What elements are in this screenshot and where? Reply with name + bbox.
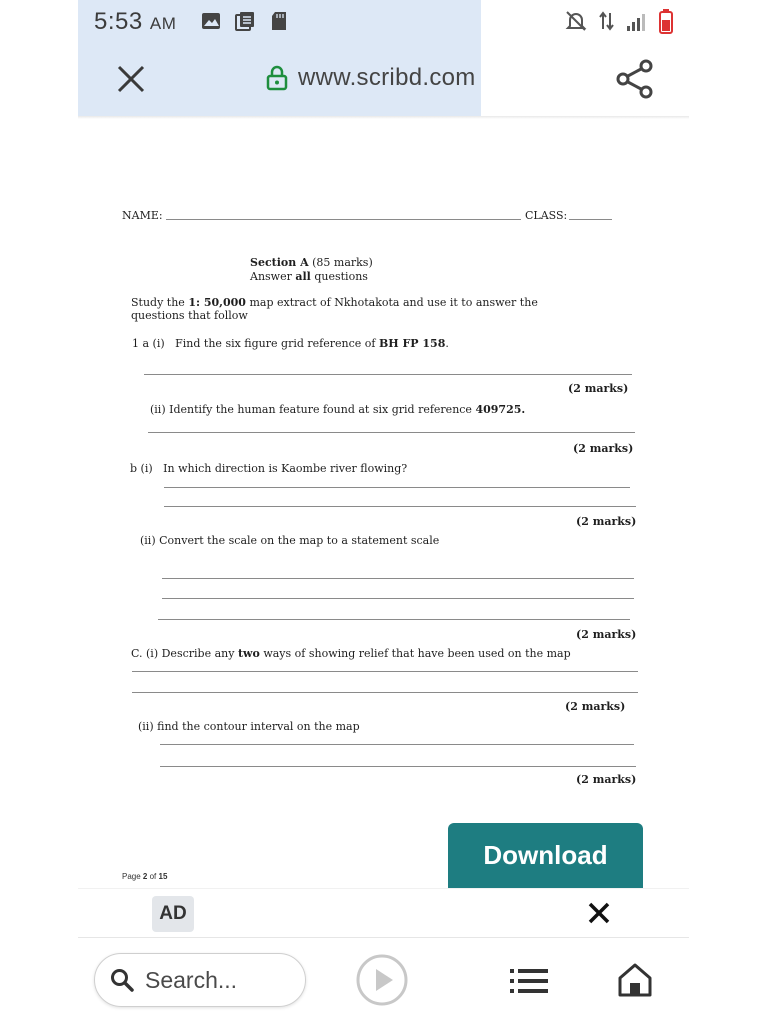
class-line xyxy=(569,219,612,220)
address-bar[interactable] xyxy=(266,64,476,92)
marks-1b-i: (2 marks) xyxy=(576,515,637,528)
download-button[interactable]: Download xyxy=(448,823,643,888)
question-1b-ii: (ii) Convert the scale on the map to a statement scale xyxy=(140,534,440,547)
name-line xyxy=(166,219,521,220)
question-1c-i: C. (i) Describe any two ways of showing relief that have been used on the map xyxy=(131,647,571,660)
answer-line xyxy=(148,432,635,433)
signal-icon xyxy=(626,10,648,32)
search-button[interactable] xyxy=(94,953,306,1007)
list-icon[interactable] xyxy=(510,966,548,996)
answer-line xyxy=(164,506,636,507)
document-page[interactable] xyxy=(78,116,689,916)
url-text: www.scribd.com xyxy=(298,64,476,91)
marks-1a-i: (2 marks) xyxy=(568,382,629,395)
status-system-icons xyxy=(564,8,674,34)
answer-line xyxy=(162,578,634,579)
answer-instruction: Answer all questions xyxy=(250,270,368,283)
close-browser-button[interactable] xyxy=(114,62,148,96)
home-icon[interactable] xyxy=(617,962,653,998)
page-indicator: Page 2 of 15 xyxy=(122,872,168,881)
class-label: CLASS: xyxy=(525,209,568,222)
intro-line-1: Study the 1: 50,000 map extract of Nkhotakota and use it to answer the xyxy=(131,296,538,309)
data-arrows-icon xyxy=(598,10,616,32)
marks-1c-i: (2 marks) xyxy=(565,700,626,713)
intro-line-2: questions that follow xyxy=(131,309,248,322)
answer-line xyxy=(144,374,632,375)
marks-1b-ii: (2 marks) xyxy=(576,628,637,641)
answer-line xyxy=(164,487,630,488)
play-audio-icon[interactable] xyxy=(355,953,409,1007)
answer-line xyxy=(160,744,634,745)
search-icon xyxy=(109,967,135,993)
question-1b-i: b (i) In which direction is Kaombe river flowing? xyxy=(130,462,408,475)
answer-line xyxy=(160,766,636,767)
mute-icon xyxy=(564,9,588,33)
status-notifications xyxy=(200,10,290,32)
search-placeholder: Search... xyxy=(145,966,238,993)
ad-close-icon[interactable] xyxy=(586,900,612,926)
marks-1c-ii: (2 marks) xyxy=(576,773,637,786)
question-1a-ii: (ii) Identify the human feature found at six grid reference 409725. xyxy=(150,403,526,416)
section-heading: Section A (85 marks) xyxy=(250,256,373,269)
status-time: 5:53 AM xyxy=(94,8,177,35)
question-1a-i: 1 a (i) Find the six figure grid reference of BH FP 158. xyxy=(132,337,449,350)
share-icon[interactable] xyxy=(614,58,656,100)
name-label: NAME: xyxy=(122,209,163,222)
answer-line xyxy=(132,692,638,693)
answer-line xyxy=(158,619,630,620)
question-1c-ii: (ii) find the contour interval on the map xyxy=(138,720,360,733)
lock-icon xyxy=(266,65,288,91)
gallery-icon xyxy=(200,10,222,32)
marks-1a-ii: (2 marks) xyxy=(573,442,634,455)
answer-line xyxy=(132,671,638,672)
answer-line xyxy=(162,598,634,599)
ad-badge: AD xyxy=(152,896,194,932)
documents-icon xyxy=(234,10,256,32)
battery-low-icon xyxy=(658,8,674,34)
sd-card-icon xyxy=(268,10,290,32)
